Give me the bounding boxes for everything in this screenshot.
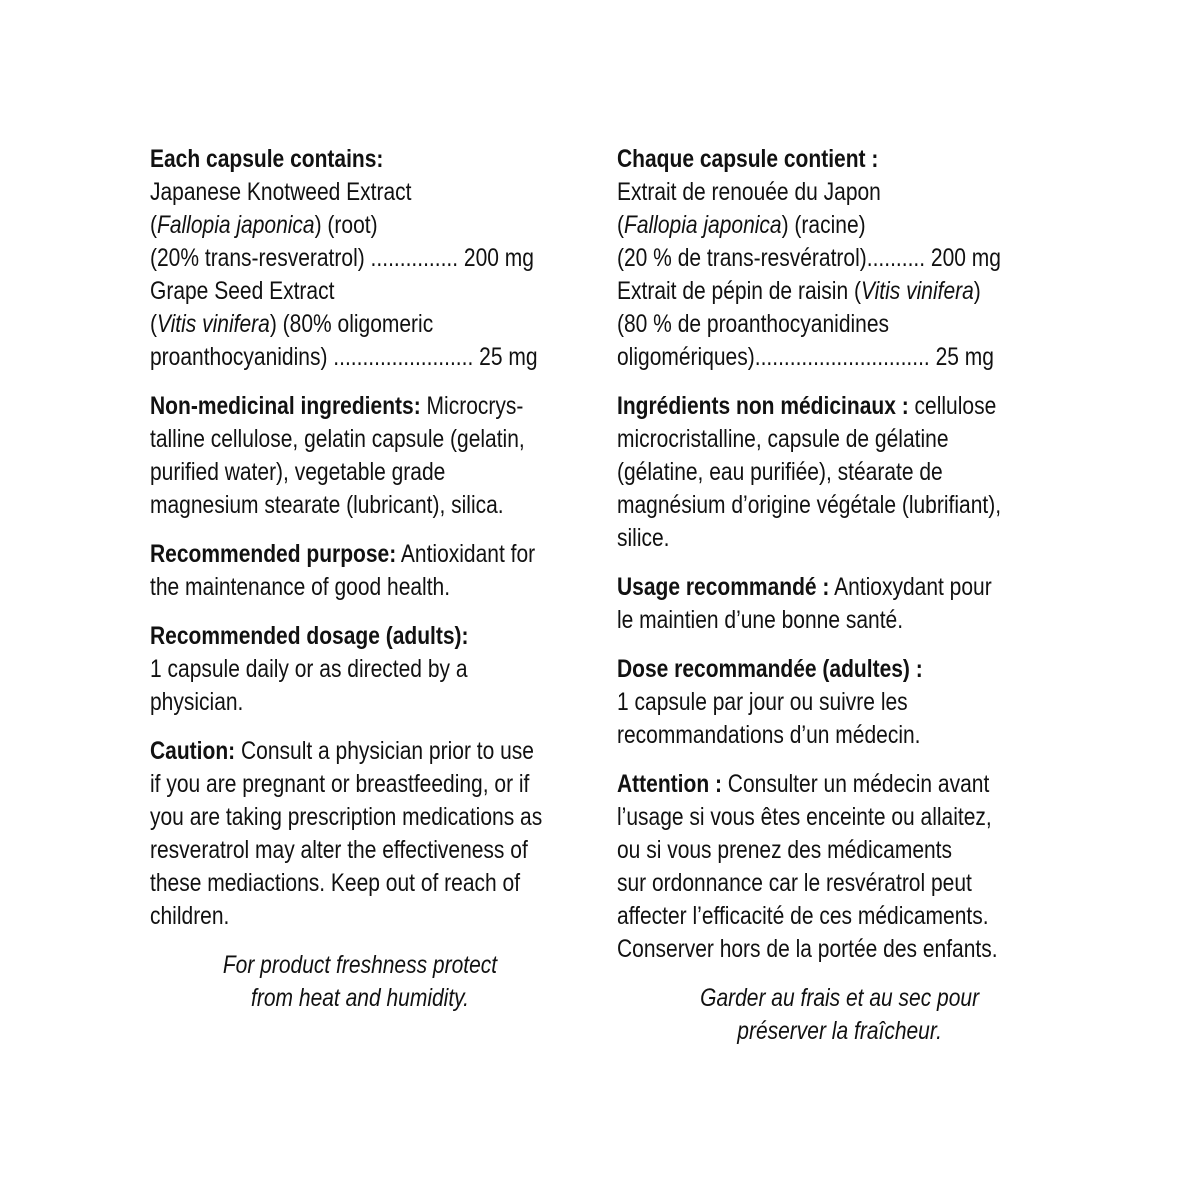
text-line: affecter l’efficacité de ces médicaments.	[617, 902, 989, 930]
ingredient-line: Japanese Knotweed Extract	[150, 178, 412, 206]
capsule-contents-en	[150, 143, 587, 374]
contents-heading: Chaque capsule contient :	[617, 145, 879, 173]
ingredient-line	[150, 209, 587, 242]
text: Microcrys-	[420, 392, 524, 420]
caution-en	[150, 735, 587, 933]
ingredient-line	[150, 308, 587, 341]
ingredient-line: Extrait de renouée du Japon	[617, 178, 881, 206]
section-label: Attention :	[617, 770, 722, 798]
ingredient-line: proanthocyanidins) ........................ 25 mg	[150, 343, 538, 371]
text-line	[617, 768, 1054, 801]
non-medicinal-fr	[617, 390, 1054, 555]
text-line: 1 capsule par jour ou suivre les	[617, 688, 908, 716]
text-line: recommandations d’un médecin.	[617, 721, 921, 749]
dosage-en	[150, 620, 587, 719]
text-line	[617, 571, 1054, 604]
text-line: if you are pregnant or breastfeeding, or if	[150, 770, 530, 798]
ingredient-line: Grape Seed Extract	[150, 277, 335, 305]
ingredient-line: oligomériques).............................. 25 mg	[617, 343, 994, 371]
dosage-fr	[617, 653, 1054, 752]
text: (	[150, 310, 157, 338]
text: ) (root)	[314, 211, 378, 239]
text-line: For product freshness protect	[222, 951, 498, 979]
section-label: Recommended dosage (adults):	[150, 622, 469, 650]
latin-name: Vitis vinifera	[860, 277, 974, 305]
ingredient-line	[617, 275, 1054, 308]
text-line: physician.	[150, 688, 244, 716]
text-line: préserver la fraîcheur.	[737, 1017, 942, 1045]
text-line: children.	[150, 902, 230, 930]
text-line: sur ordonnance car le resvératrol peut	[617, 869, 972, 897]
section-label: Ingrédients non médicinaux :	[617, 392, 909, 420]
latin-name: Fallopia japonica	[156, 211, 315, 239]
freshness-note-en	[175, 949, 545, 1015]
section-label: Non-medicinal ingredients:	[150, 392, 421, 420]
contents-heading: Each capsule contains:	[150, 145, 384, 173]
text-line: (gélatine, eau purifiée), stéarate de	[617, 458, 943, 486]
ingredient-line	[617, 209, 1054, 242]
text: cellulose	[908, 392, 997, 420]
text-line: talline cellulose, gelatin capsule (gelatin,	[150, 425, 525, 453]
text: Antioxidant for	[396, 540, 536, 568]
caution-fr	[617, 768, 1054, 966]
text-line: silice.	[617, 524, 670, 552]
text-line: these mediactions. Keep out of reach of	[150, 869, 521, 897]
purpose-fr	[617, 571, 1054, 637]
text-line: Garder au frais et au sec pour	[700, 984, 980, 1012]
text-line: magnesium stearate (lubricant), silica.	[150, 491, 504, 519]
section-label: Caution:	[150, 737, 236, 765]
text-line	[150, 538, 587, 571]
text-line: from heat and humidity.	[251, 984, 469, 1012]
text-line: you are taking prescription medications as	[150, 803, 543, 831]
text-line: the maintenance of good health.	[150, 573, 451, 601]
text: (	[150, 211, 157, 239]
section-label: Usage recommandé :	[617, 573, 830, 601]
text-line: microcristalline, capsule de gélatine	[617, 425, 949, 453]
text-line: resveratrol may alter the effectiveness of	[150, 836, 528, 864]
text-line: le maintien d’une bonne santé.	[617, 606, 904, 634]
text: Consulter un médecin avant	[721, 770, 990, 798]
freshness-note-fr	[642, 982, 1037, 1048]
text: Consult a physician prior to use	[235, 737, 534, 765]
text-line	[150, 735, 587, 768]
ingredient-line: (20 % de trans-resvératrol).......... 200 mg	[617, 244, 1001, 272]
text-line: 1 capsule daily or as directed by a	[150, 655, 468, 683]
non-medicinal-en	[150, 390, 587, 522]
text-line: ou si vous prenez des médicaments	[617, 836, 953, 864]
text: Antioxydant pour	[829, 573, 992, 601]
text: )	[973, 277, 981, 305]
text-line: Conserver hors de la portée des enfants.	[617, 935, 998, 963]
capsule-contents-fr	[617, 143, 1054, 374]
latin-name: Fallopia japonica	[623, 211, 782, 239]
text-line: magnésium d’origine végétale (lubrifiant),	[617, 491, 1002, 519]
section-label: Dose recommandée (adultes) :	[617, 655, 923, 683]
purpose-en	[150, 538, 587, 604]
text-line	[150, 390, 587, 423]
text-line: purified water), vegetable grade	[150, 458, 446, 486]
latin-name: Vitis vinifera	[156, 310, 270, 338]
text-line	[617, 390, 1054, 423]
section-label: Recommended purpose:	[150, 540, 397, 568]
text: ) (80% oligomeric	[269, 310, 434, 338]
text: Extrait de pépin de raisin (	[617, 277, 861, 305]
french-column	[617, 143, 1054, 1048]
text-line: l’usage si vous êtes enceinte ou allaitez,	[617, 803, 992, 831]
text: ) (racine)	[781, 211, 866, 239]
ingredient-line: (80 % de proanthocyanidines	[617, 310, 890, 338]
english-column	[150, 143, 587, 1015]
ingredient-line: (20% trans-resveratrol) ............... 200 mg	[150, 244, 534, 272]
text: (	[617, 211, 624, 239]
